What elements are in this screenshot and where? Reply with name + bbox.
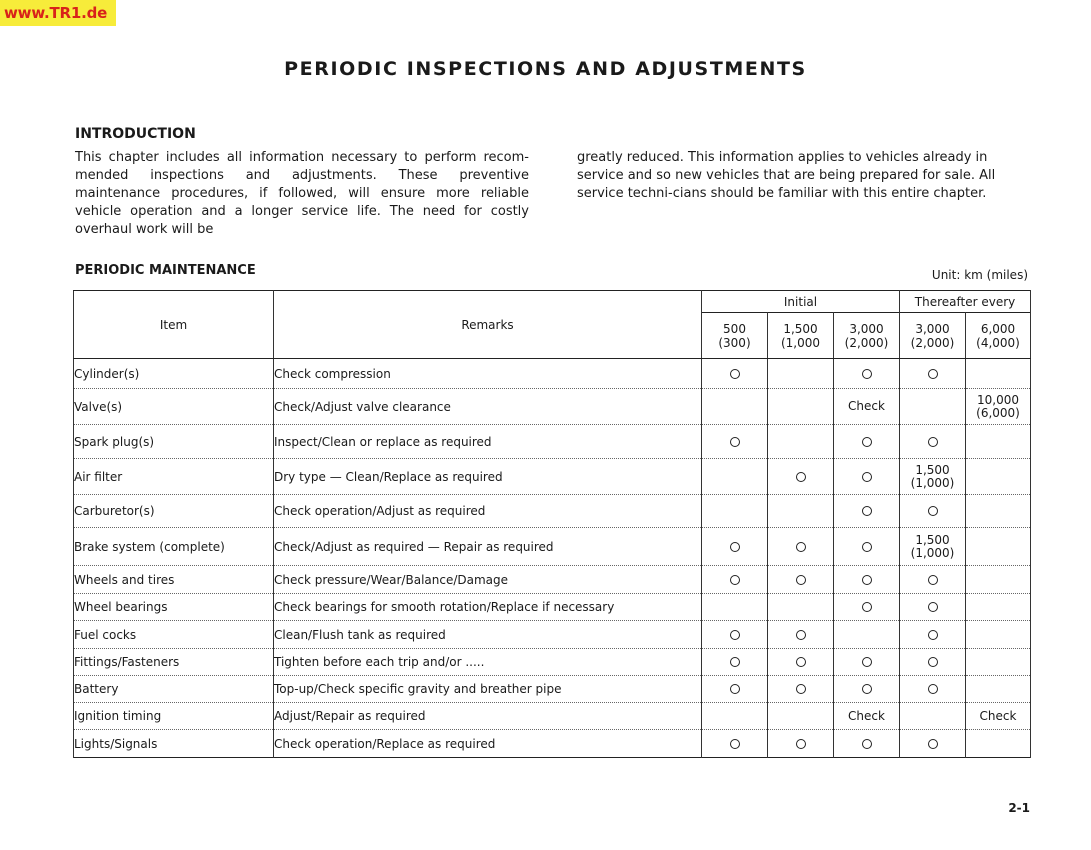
interval-cell: [900, 621, 966, 649]
interval-cell: [702, 425, 768, 459]
interval-cell: [966, 730, 1031, 758]
interval-cell: [702, 730, 768, 758]
interval-cell: [834, 495, 900, 528]
item-cell: Spark plug(s): [74, 425, 274, 459]
interval-cell: [834, 566, 900, 594]
inspection-circle-icon: [928, 506, 938, 516]
interval-cell: [834, 621, 900, 649]
inspection-circle-icon: [862, 575, 872, 585]
interval-cell: [768, 389, 834, 425]
table-row: [74, 730, 1031, 758]
interval-cell: [768, 594, 834, 621]
item-cell: Carburetor(s): [74, 495, 274, 528]
interval-cell: [768, 649, 834, 676]
inspection-circle-icon: [862, 684, 872, 694]
inspection-circle-icon: [730, 684, 740, 694]
interval-cell: 1,500 (1,000): [900, 459, 966, 495]
inspection-circle-icon: [796, 739, 806, 749]
table-row: [74, 703, 1031, 730]
remarks-cell: Clean/Flush tank as required: [274, 621, 702, 649]
interval-cell: [966, 566, 1031, 594]
inspection-circle-icon: [730, 630, 740, 640]
table-row: [74, 594, 1031, 621]
interval-header: 6,000 (4,000): [966, 313, 1031, 359]
item-cell: Wheels and tires: [74, 566, 274, 594]
remarks-cell: Check pressure/Wear/Balance/Damage: [274, 566, 702, 594]
introduction-heading: INTRODUCTION: [75, 126, 196, 142]
inspection-circle-icon: [796, 575, 806, 585]
remarks-cell: Check operation/Adjust as required: [274, 495, 702, 528]
column-header-thereafter: Thereafter every: [900, 291, 1031, 313]
interval-cell: [900, 566, 966, 594]
item-cell: Ignition timing: [74, 703, 274, 730]
interval-cell: [966, 594, 1031, 621]
remarks-cell: Check/Adjust as required — Repair as required: [274, 528, 702, 566]
table-row: [74, 621, 1031, 649]
inspection-circle-icon: [796, 542, 806, 552]
interval-cell: [768, 425, 834, 459]
interval-cell: [768, 495, 834, 528]
table-row: [74, 566, 1031, 594]
interval-cell: [768, 528, 834, 566]
interval-cell: [900, 703, 966, 730]
inspection-circle-icon: [730, 542, 740, 552]
inspection-circle-icon: [862, 739, 872, 749]
column-header-initial: Initial: [702, 291, 900, 313]
remarks-cell: Top-up/Check specific gravity and breather pipe: [274, 676, 702, 703]
inspection-circle-icon: [862, 542, 872, 552]
maintenance-heading: PERIODIC MAINTENANCE: [75, 263, 256, 278]
unit-label: Unit: km (miles): [931, 268, 1028, 282]
interval-cell: [900, 594, 966, 621]
column-header-item: Item: [74, 291, 274, 359]
interval-cell: [966, 649, 1031, 676]
introduction-text-left: This chapter includes all information necessary to perform recom-mended inspections and adjustments. These preventive maintenance procedures, if followed, will ensure more reliable vehicle operation and a longer service life. The need for costly overhaul work will be: [75, 150, 529, 237]
inspection-circle-icon: [862, 437, 872, 447]
inspection-circle-icon: [928, 437, 938, 447]
interval-cell: [768, 730, 834, 758]
table-row: [74, 495, 1031, 528]
interval-header: 3,000 (2,000): [900, 313, 966, 359]
inspection-circle-icon: [796, 684, 806, 694]
interval-cell: [966, 495, 1031, 528]
interval-cell: [834, 649, 900, 676]
interval-header: 500 (300): [702, 313, 768, 359]
interval-cell: Check: [966, 703, 1031, 730]
interval-cell: [900, 359, 966, 389]
inspection-circle-icon: [796, 472, 806, 482]
interval-header: 3,000 (2,000): [834, 313, 900, 359]
inspection-circle-icon: [862, 369, 872, 379]
remarks-cell: Check bearings for smooth rotation/Replace if necessary: [274, 594, 702, 621]
interval-cell: [900, 730, 966, 758]
inspection-circle-icon: [730, 575, 740, 585]
interval-cell: [834, 425, 900, 459]
interval-cell: [702, 528, 768, 566]
remarks-cell: Check/Adjust valve clearance: [274, 389, 702, 425]
interval-cell: [768, 459, 834, 495]
page-number: 2-1: [1008, 801, 1030, 815]
inspection-circle-icon: [928, 630, 938, 640]
remarks-cell: Adjust/Repair as required: [274, 703, 702, 730]
inspection-circle-icon: [928, 739, 938, 749]
interval-cell: [966, 528, 1031, 566]
inspection-circle-icon: [862, 506, 872, 516]
item-cell: Fittings/Fasteners: [74, 649, 274, 676]
introduction-text-right: greatly reduced. This information applies to vehicles already in service and so new vehicles that are being prepared for sale. All service techni-cians should be familiar with this entire chapter.: [577, 150, 996, 201]
interval-cell: [834, 594, 900, 621]
inspection-circle-icon: [928, 684, 938, 694]
interval-cell: [768, 566, 834, 594]
interval-cell: [900, 676, 966, 703]
item-cell: Air filter: [74, 459, 274, 495]
remarks-cell: Tighten before each trip and/or .....: [274, 649, 702, 676]
inspection-circle-icon: [928, 602, 938, 612]
interval-cell: [702, 703, 768, 730]
interval-cell: [966, 459, 1031, 495]
item-cell: Valve(s): [74, 389, 274, 425]
item-cell: Lights/Signals: [74, 730, 274, 758]
interval-cell: [768, 621, 834, 649]
interval-cell: [966, 425, 1031, 459]
inspection-circle-icon: [862, 657, 872, 667]
inspection-circle-icon: [730, 657, 740, 667]
maintenance-table-body: [74, 359, 1031, 758]
watermark: www.TR1.de: [0, 0, 116, 26]
column-header-remarks: Remarks: [274, 291, 702, 359]
table-row: [74, 528, 1031, 566]
interval-cell: [834, 676, 900, 703]
interval-cell: 1,500 (1,000): [900, 528, 966, 566]
interval-cell: [702, 621, 768, 649]
page-title: PERIODIC INSPECTIONS AND ADJUSTMENTS: [284, 58, 807, 80]
remarks-cell: Check compression: [274, 359, 702, 389]
remarks-cell: Inspect/Clean or replace as required: [274, 425, 702, 459]
interval-cell: [702, 566, 768, 594]
interval-header: 1,500 (1,000: [768, 313, 834, 359]
inspection-circle-icon: [928, 369, 938, 379]
interval-cell: [834, 528, 900, 566]
interval-cell: [702, 459, 768, 495]
table-row: [74, 359, 1031, 389]
interval-cell: [966, 676, 1031, 703]
table-row: [74, 459, 1031, 495]
remarks-cell: Dry type — Clean/Replace as required: [274, 459, 702, 495]
inspection-circle-icon: [928, 657, 938, 667]
item-cell: Battery: [74, 676, 274, 703]
remarks-cell: Check operation/Replace as required: [274, 730, 702, 758]
inspection-circle-icon: [796, 657, 806, 667]
interval-cell: [768, 676, 834, 703]
table-row: [74, 425, 1031, 459]
interval-cell: [702, 594, 768, 621]
interval-cell: [900, 495, 966, 528]
inspection-circle-icon: [796, 630, 806, 640]
inspection-circle-icon: [730, 369, 740, 379]
interval-cell: [900, 425, 966, 459]
interval-cell: Check: [834, 703, 900, 730]
interval-cell: [966, 359, 1031, 389]
interval-cell: 10,000 (6,000): [966, 389, 1031, 425]
interval-cell: [834, 730, 900, 758]
interval-cell: [702, 389, 768, 425]
interval-cell: Check: [834, 389, 900, 425]
interval-cell: [702, 359, 768, 389]
inspection-circle-icon: [928, 575, 938, 585]
interval-cell: [834, 359, 900, 389]
item-cell: Fuel cocks: [74, 621, 274, 649]
item-cell: Wheel bearings: [74, 594, 274, 621]
inspection-circle-icon: [862, 602, 872, 612]
table-row: [74, 389, 1031, 425]
item-cell: Cylinder(s): [74, 359, 274, 389]
table-row: [74, 649, 1031, 676]
item-cell: Brake system (complete): [74, 528, 274, 566]
interval-cell: [768, 703, 834, 730]
interval-cell: [702, 676, 768, 703]
interval-cell: [900, 649, 966, 676]
interval-cell: [702, 649, 768, 676]
header-row-1: [74, 291, 1031, 313]
interval-cell: [702, 495, 768, 528]
inspection-circle-icon: [730, 739, 740, 749]
table-row: [74, 676, 1031, 703]
inspection-circle-icon: [730, 437, 740, 447]
interval-cell: [768, 359, 834, 389]
interval-cell: [966, 621, 1031, 649]
inspection-circle-icon: [862, 472, 872, 482]
interval-cell: [834, 459, 900, 495]
maintenance-table: [73, 290, 1031, 758]
interval-cell: [900, 389, 966, 425]
